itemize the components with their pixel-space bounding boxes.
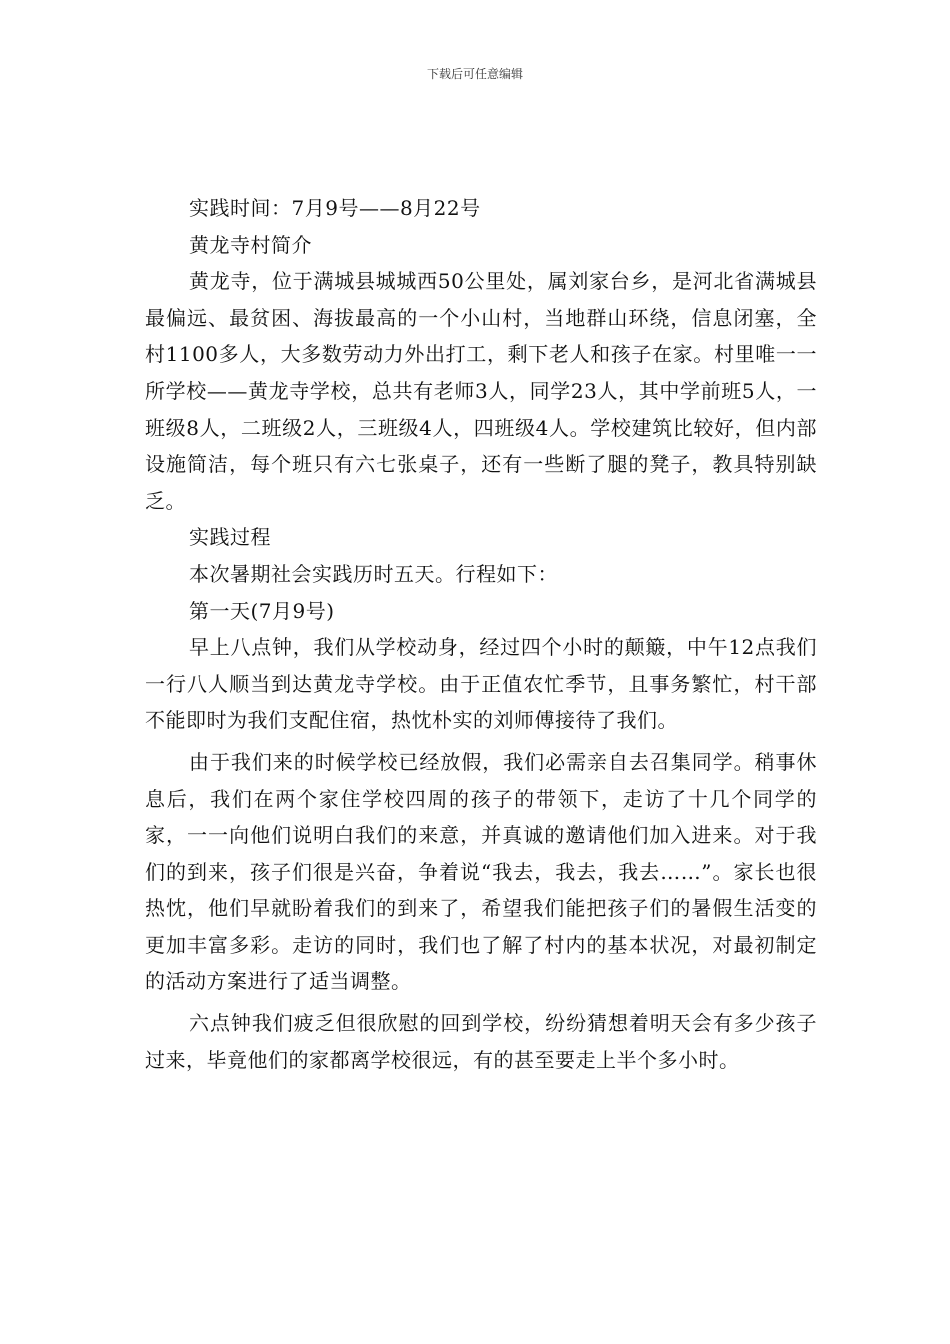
day-one-heading: 第一天(7月9号) [189,598,335,623]
day-one-paragraph-2: 由于我们来的时候学校已经放假，我们必需亲自去召集同学。稍事休息后，我们在两个家住学校四周的孩子的带领下，走访了十几个同学的家，一一向他们说明白我们的来意，并真诚的邀请他们加入进来。对于我们的到来，孩子们很是兴奋，争着说“我去，我去，我去……”。家长也很热忱，他们早就盼着我们的到来了，希望我们能把孩子们的暑假生活变的更加丰富多彩。走访的同时，我们也了解了村内的基本状况，对最初制定的活动方案进行了适当调整。 [145,749,817,994]
village-intro-paragraph: 黄龙寺，位于满城县城城西50公里处，属刘家台乡，是河北省满城县最偏远、最贫困、海拔最高的一个小山村，当地群山环绕，信息闭塞，全村1100多人，大多数劳动力外出打工，剩下老人和孩子在家。村里唯一一所学校——黄龙寺学校，总共有老师3人，同学23人，其中学前班5人，一班级8人，二班级2人，三班级4人，四班级4人。学校建筑比较好，但内部设施简洁，每个班只有六七张桌子，还有一些断了腿的凳子，教具特别缺乏。 [145,269,817,513]
practice-process-heading: 实践过程 [189,525,271,550]
day-one-paragraph-3: 六点钟我们疲乏但很欣慰的回到学校，纷纷猜想着明天会有多少孩子过来，毕竟他们的家都离学校很远，有的甚至要走上半个多小时。 [145,1011,817,1072]
village-intro-heading: 黄龙寺村简介 [189,232,312,257]
practice-time-line: 实践时间：7月9号——8月22号 [189,196,481,220]
day-one-paragraph-1: 早上八点钟，我们从学校动身，经过四个小时的颠簸，中午12点我们一行八人顺当到达黄龙寺学校。由于正值农忙季节，且事务繁忙，村干部不能即时为我们支配住宿，热忱朴实的刘师傅接待了我们。 [145,635,817,733]
document-body [145,190,817,1078]
page-header: 下载后可任意编辑 [426,67,523,81]
itinerary-intro: 本次暑期社会实践历时五天。行程如下： [189,561,558,586]
